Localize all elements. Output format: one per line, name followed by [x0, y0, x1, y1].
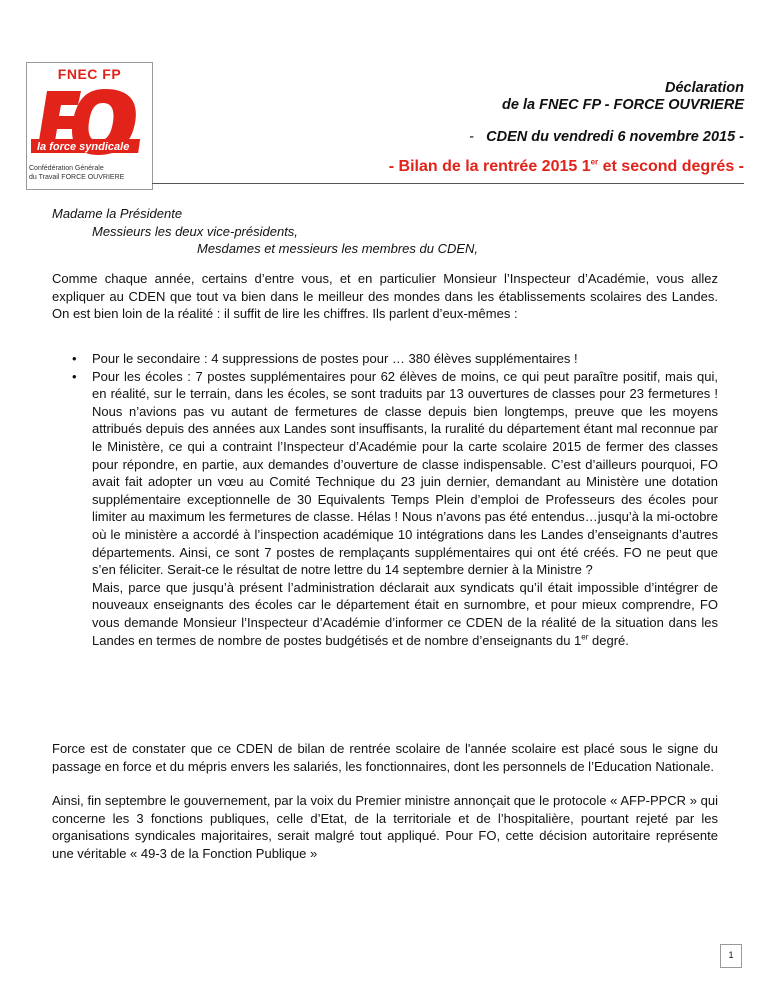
- paragraph: Ainsi, fin septembre le gouvernement, par la voix du Premier ministre annonçait que le protocole « AFP-PPCR » qui concerne les 3 fonctions publiques, celle d’Etat, de la territoriale et de l’hospitalière, pourtant rejeté par les organisations syndicales majoritaires, serait malgré tout appliqué. Pour FO, cette décision autoritaire représente une véritable « 49-3 de la Fonction Publique »: [52, 793, 718, 861]
- salutation: [52, 205, 718, 258]
- logo-confederation: Confédération Générale du Travail FORCE OUVRIERE: [29, 165, 125, 181]
- doc-subtitle: de la FNEC FP - FORCE OUVRIERE: [502, 97, 744, 113]
- logo-brand: FNEC FP: [57, 66, 122, 82]
- page-number: 1: [720, 944, 742, 968]
- salutation-line: Mesdames et messieurs les membres du CDEN,: [197, 241, 479, 257]
- list-item: • Pour les écoles : 7 postes supplémentaires pour 62 élèves de moins, ce qui peut paraître positif, mais qui, en réalité, sur le terrain, dans les écoles, se sont traduits par 13 ouvertures de classes pour 23 fermetures ! Nous n’avions pas vu autant de fermetures de classe depuis bien longtemps, preuve que les moyens attribués depuis des années aux Landes sont insuffisants, la ruralité du département étant mal reconnue par le Ministère, ce qui a contraint l’Inspecteur d’Académie pour la carte scolaire 2015 de fermer des classes pour répondre, en partie, aux demandes d’ouverture de classe indispensable. C’est d’ailleurs pourquoi, FO avait fait adopter un vœu au Comité Technique du 23 juin dernier, demandant au Ministère une dotation supplémentaire exceptionnelle de 30 Equivalents Temps Plein d’emploi de Professeurs des écoles pour limiter au maximum les fermetures de classe. Hélas ! Nous n’avons pas été entendus…jusqu’à la mi-octobre où le ministère a accordé à l’inspection académique 10 intégrations dans les Landes d’enseignants d’autres départements. Ainsi, ce sont 7 postes de remplaçants supplémentaires qui ont été créés. FO ne peut que s’en féliciter. Serait-ce le résultat de notre lettre du 14 septembre dernier à la Ministre ?: [72, 368, 718, 578]
- meeting-line: - CDEN du vendredi 6 novembre 2015 -: [469, 129, 744, 145]
- paragraph: Force est de constater que ce CDEN de bilan de rentrée scolaire de l'année scolaire est placé sous le signe du passage en force et du mépris envers les salariés, les fonctionnaires, dont les personnels de l’Education Nationale.: [52, 741, 718, 774]
- fo-emblem: [31, 83, 148, 163]
- salutation-line: Messieurs les deux vice-présidents,: [92, 223, 298, 239]
- bullet-list: [72, 350, 718, 649]
- topic-line: - Bilan de la rentrée 2015 1er et second degrés -: [388, 157, 744, 175]
- fo-logo: [26, 62, 153, 190]
- list-item-continuation: Mais, parce que jusqu’à présent l’administration déclarait aux syndicats qu’il était impossible d’intégrer de nouveaux enseignants des écoles car le département était en surnombre, et pour mieux comprendre, FO vous demande Monsieur l’Inspecteur d’Académie d’informer ce CDEN de la réalité de la situation dans les Landes en termes de nombre de postes budgétisés et de nombre d’enseignants du 1er degré.: [92, 579, 718, 648]
- header-rule: [152, 183, 744, 184]
- doc-title: Déclaration: [665, 80, 744, 96]
- list-item: • Pour le secondaire : 4 suppressions de postes pour … 380 élèves supplémentaires !: [72, 351, 578, 366]
- salutation-line: Madame la Présidente: [52, 206, 183, 221]
- logo-tagline: la force syndicale: [37, 141, 130, 153]
- intro-paragraph: Comme chaque année, certains d’entre vous, et en particulier Monsieur l’Inspecteur d’Académie, vous allez expliquer au CDEN que tout va bien dans le meilleur des mondes dans les établissements scolaires des Landes. On est bien loin de la réalité : il suffit de lire les chiffres. Ils parlent d’eux-mêmes :: [52, 271, 718, 322]
